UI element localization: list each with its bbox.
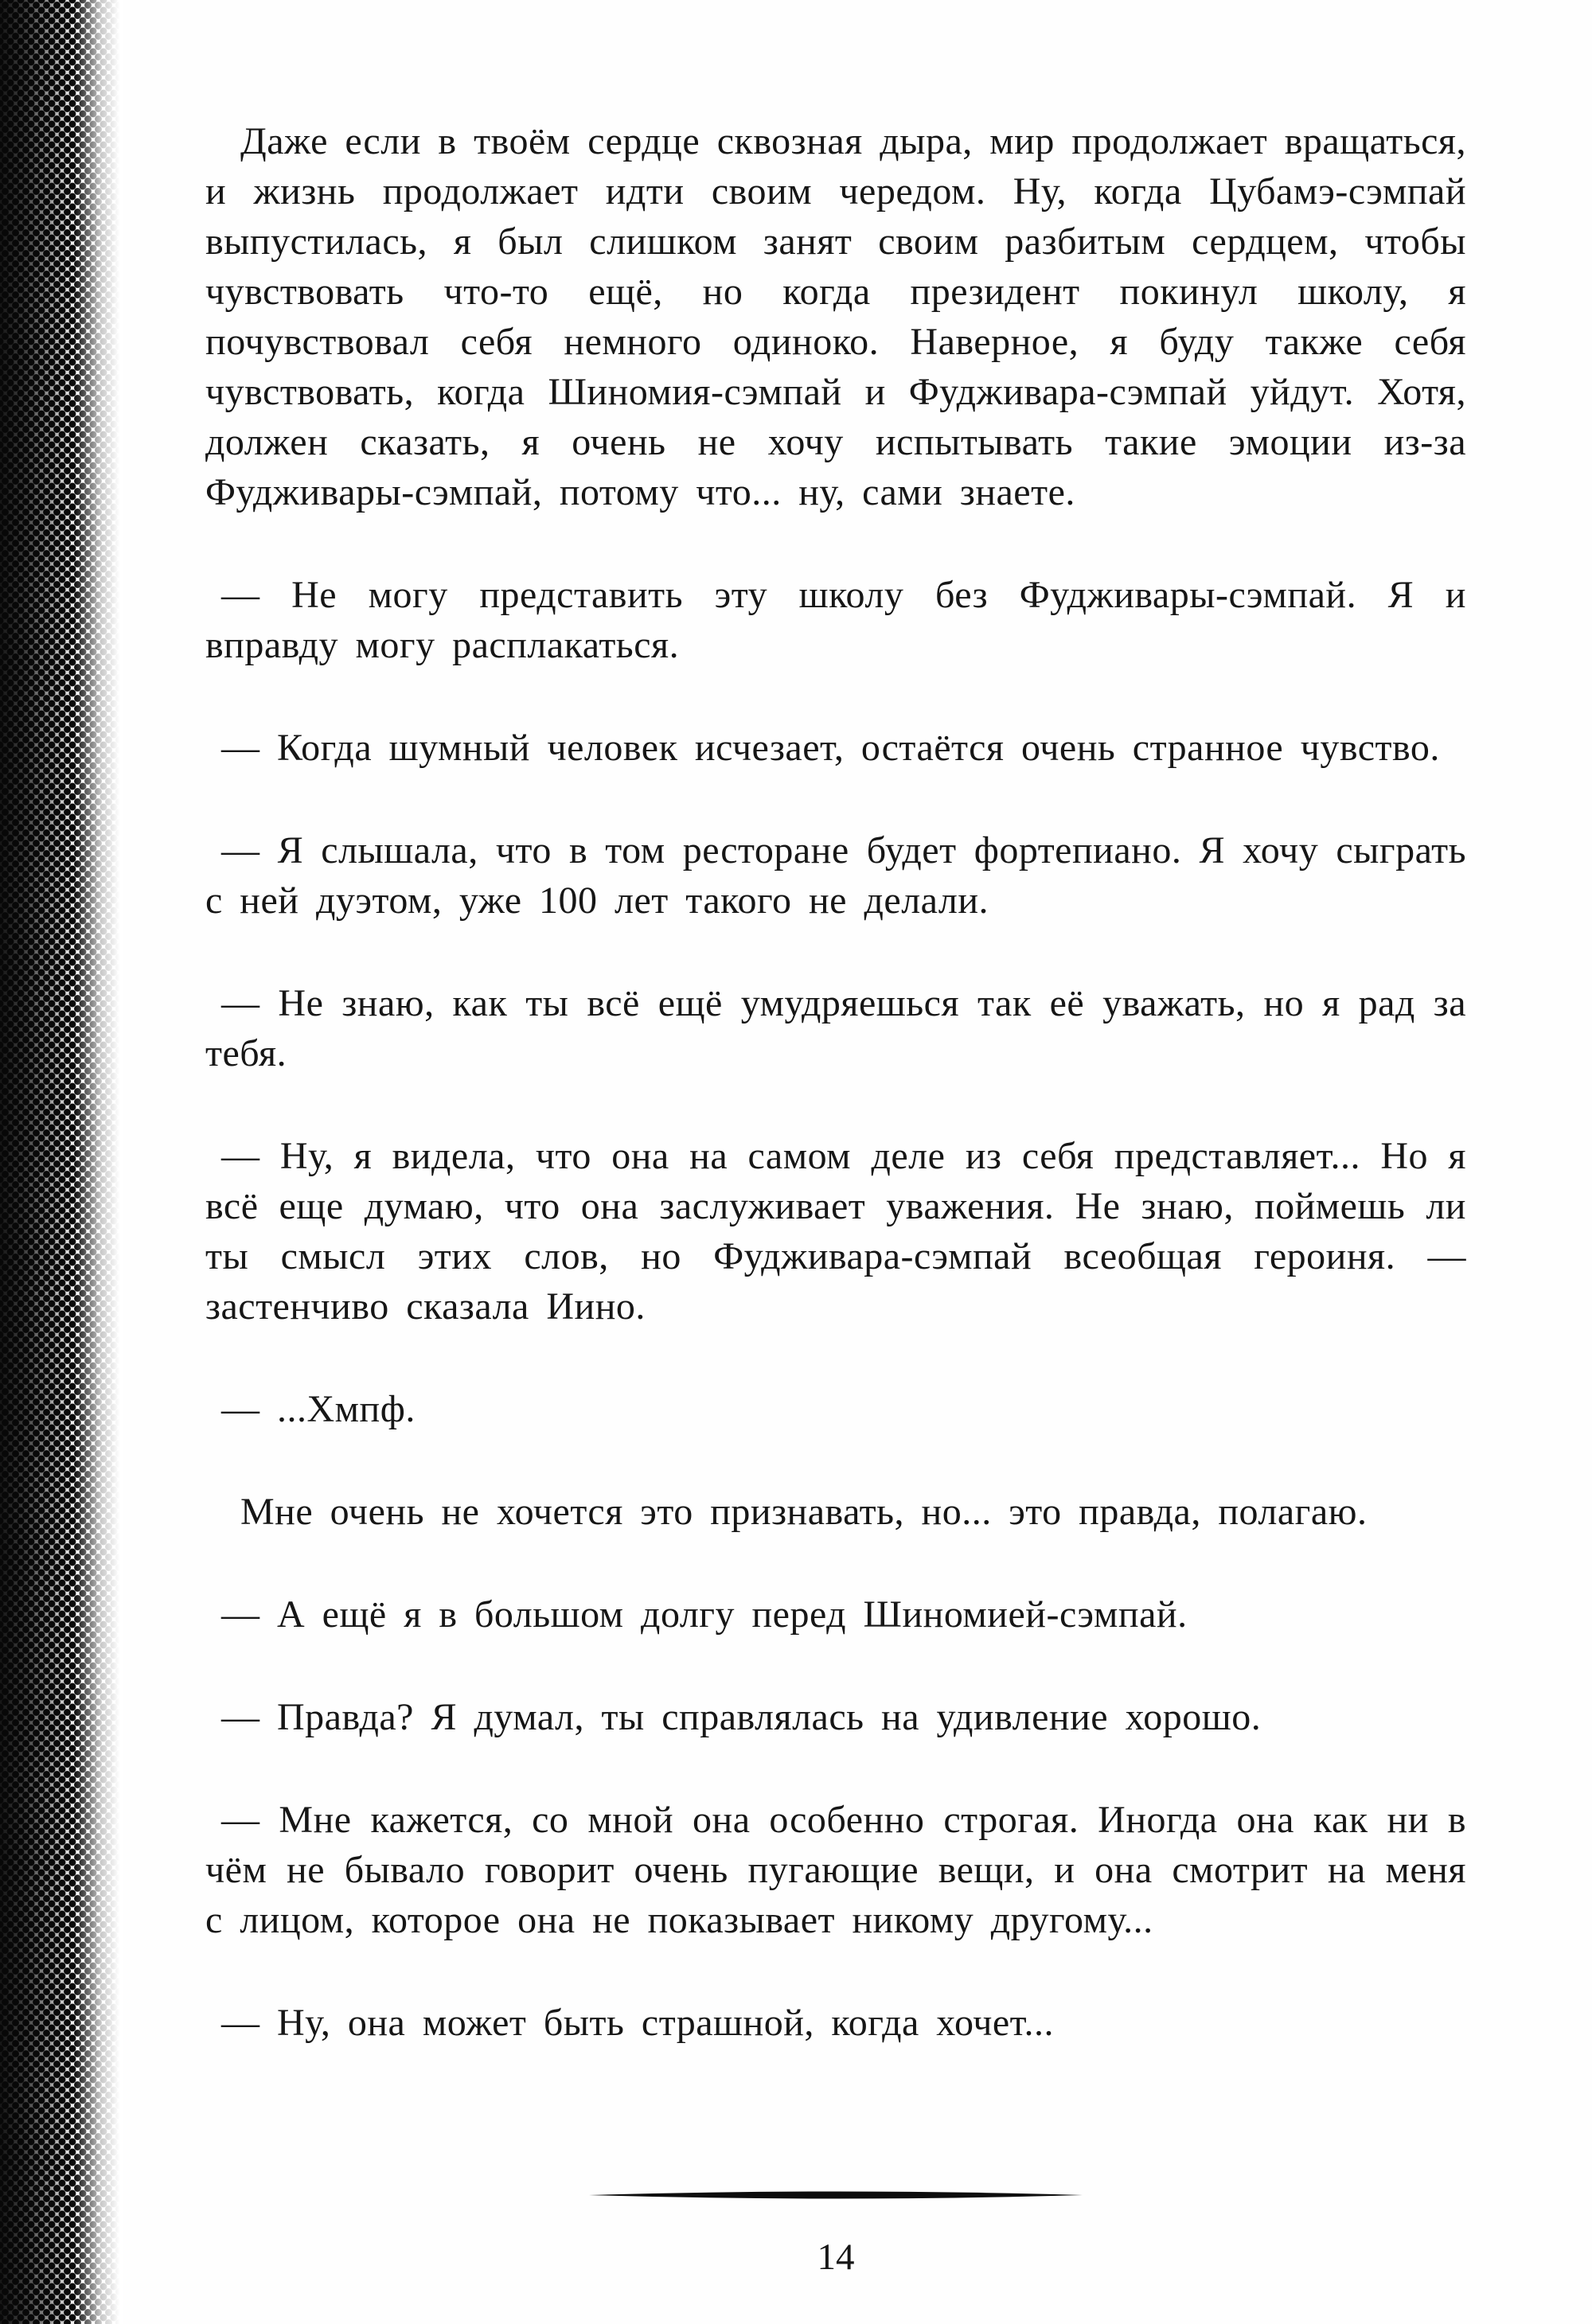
paragraph: — А ещё я в большом долгу перед Шиномией-сэмпай.: [221, 1593, 1188, 1636]
paragraph: — Я слышала, что в том ресторане будет фортепиано. Я хочу сыграть с ней дуэтом, уже 100 лет такого не делали.: [205, 829, 1466, 922]
paragraph: — ...Хмпф.: [221, 1388, 416, 1430]
paragraph: — Не могу представить эту школу без Фудживары-сэмпай. Я и вправду могу расплакаться.: [205, 574, 1466, 666]
footer-divider-rule: [589, 2190, 1083, 2200]
paragraph: — Не знаю, как ты всё ещё умудряешься так её уважать, но я рад за тебя.: [205, 982, 1466, 1074]
paragraph: — Когда шумный человек исчезает, остаётся очень странное чувство.: [221, 727, 1440, 769]
paragraph: — Мне кажется, со мной она особенно строгая. Иногда она как ни в чём не бывало говорит очень пугающие вещи, и она смотрит на меня с лицом, которое она не показывает никому другому...: [205, 1799, 1466, 1941]
paragraph: — Ну, она может быть страшной, когда хочет...: [221, 2002, 1055, 2044]
page-text-block: [205, 116, 1466, 2048]
paragraph: — Ну, я видела, что она на самом деле из себя представляет... Но я всё еще думаю, что она заслуживает уважения. Не знаю, поймешь ли ты смысл этих слов, но Фудживара-сэмпай всеобщая героиня. — застенчиво сказала Иино.: [205, 1135, 1466, 1328]
page-number: 14: [817, 2236, 855, 2278]
paragraph: Мне очень не хочется это признавать, но... это правда, полагаю.: [240, 1491, 1368, 1533]
paragraph: Даже если в твоём сердце сквозная дыра, мир продолжает вращаться, и жизнь продолжает идти своим чередом. Ну, когда Цубамэ-сэмпай выпустилась, я был слишком занят своим разбитым сердцем, чтобы чувствовать что-то ещё, но когда президент покинул школу, я почувствовал себя немного одиноко. Наверное, я буду также себя чувствовать, когда Шиномия-сэмпай и Фудживара-сэмпай уйдут. Хотя, должен сказать, я очень не хочу испытывать такие эмоции из-за Фудживары-сэмпай, потому что... ну, сами знаете.: [205, 120, 1466, 513]
halftone-gradient-strip: [0, 0, 123, 2324]
paragraph: — Правда? Я думал, ты справлялась на удивление хорошо.: [221, 1696, 1262, 1738]
